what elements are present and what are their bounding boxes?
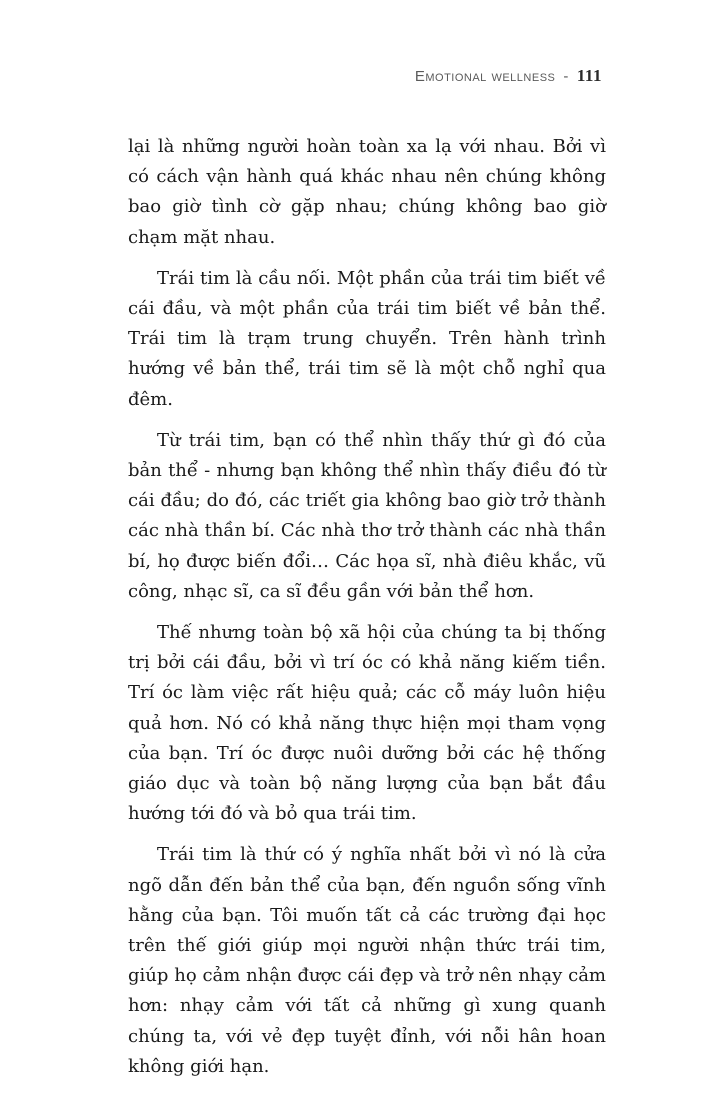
paragraph: Thế nhưng toàn bộ xã hội của chúng ta bị thống trị bởi cái đầu, bởi vì trí óc có khả năng kiếm tiền. Trí óc làm việc rất hiệu quả; các cỗ máy luôn hiệu quả hơn. Nó có khả năng thực hiện mọi tham vọng của bạn. Trí óc được nuôi dưỡng bởi các hệ thống giáo dục và toàn bộ năng lượng của bạn bắt đầu hướng tới đó và bỏ qua trái tim. [128,622,606,825]
running-title: Emotional wellness [414,68,556,85]
paragraph: Trái tim là thứ có ý nghĩa nhất bởi vì nó là cửa ngõ dẫn đến bản thể của bạn, đến nguồn sống vĩnh hằng của bạn. Tôi muốn tất cả các trường đại học trên thế giới giúp mọi người nhận thức trái tim, giúp họ cảm nhận được cái đẹp và trở nên nhạy cảm hơn: nhạy cảm với tất cả những gì xung quanh chúng ta, với vẻ đẹp tuyệt đỉnh, với nỗi hân hoan không giới hạn. [128,844,606,1077]
header-separator: - [563,68,569,85]
page-number: 111 [576,66,602,85]
body-text [128,132,606,1093]
paragraph-continuation: lại là những người hoàn toàn xa lạ với nhau. Bởi vì có cách vận hành quá khác nhau nên chúng không bao giờ tình cờ gặp nhau; chúng không bao giờ chạm mặt nhau. [128,136,606,248]
running-header [415,66,602,86]
paragraph: Từ trái tim, bạn có thể nhìn thấy thứ gì đó của bản thể - nhưng bạn không thể nhìn thấy điều đó từ cái đầu; do đó, các triết gia không bao giờ trở thành các nhà thần bí. Các nhà thơ trở thành các nhà thần bí, họ được biến đổi… Các họa sĩ, nhà điêu khắc, vũ công, nhạc sĩ, ca sĩ đều gần với bản thể hơn. [128,429,606,602]
paragraph: Trái tim là cầu nối. Một phần của trái tim biết về cái đầu, và một phần của trái tim biết về bản thể. Trái tim là trạm trung chuyển. Trên hành trình hướng về bản thể, trái tim sẽ là một chỗ nghỉ qua đêm. [128,267,606,410]
